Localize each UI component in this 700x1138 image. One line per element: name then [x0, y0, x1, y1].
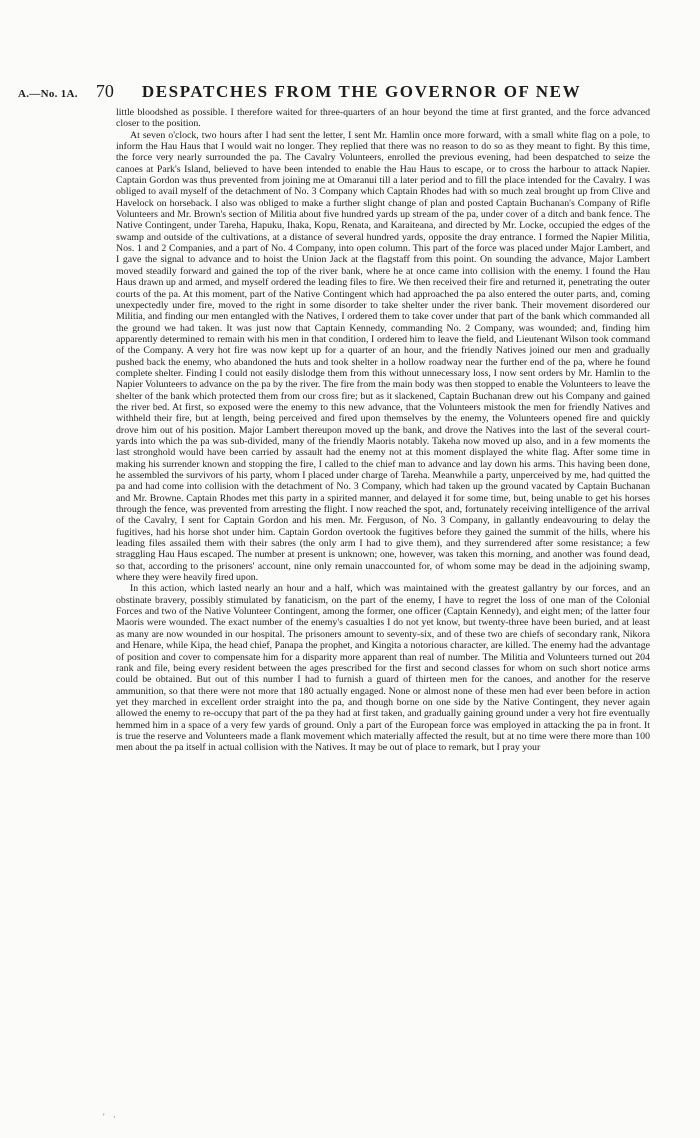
page-number: 70 — [95, 81, 114, 101]
despatch-body — [116, 107, 650, 1132]
footer-mark: ' · — [103, 1112, 119, 1122]
running-title: DESPATCHES FROM THE GOVERNOR OF NEW — [141, 82, 582, 101]
paragraph: little bloodshed as possible. I therefore waited for three-quarters of an hour beyond the time at first granted, and the force advanced closer to the position. — [116, 107, 650, 130]
paragraph: At seven o'clock, two hours after I had sent the letter, I sent Mr. Hamlin once more forward, with a small white flag on a pole, to inform the Hau Haus that I would wait no longer. They replied that there was no reason to do so as they meant to fight. By this time, the force very nearly surrounded the pa. The Cavalry Volunteers, enrolled the previous evening, had been despatched to seize the canoes at Park's Island, believed to have been intended to enable the Hau Haus to escape, or to cross the harbour to attack Napier. Captain Gordon was thus prevented from joining me at Omaranui till a later period and to fill the place intended for the Cavalry. I was obliged to avail myself of the detachment of No. 3 Company which Captain Rhodes had with so much zeal brought up from Clive and Havelock on horseback. I also was obliged to make a further slight change of plan and posted Captain Buchanan's Company of Rifle Volunteers and Mr. Brown's section of Militia about five hundred yards up stream of the pa, under cover of a ditch and bank fence. The Native Contingent, under Tareha, Hapuku, Ihaka, Kopu, Renata, and Karaiteana, and directed by Mr. Locke, occupied the edges of the swamp and outside of the cultivations, at a distance of several hundred yards, opposite the dray entrance. I formed the Napier Militia, Nos. 1 and 2 Companies, and a part of No. 4 Company, into open column. This part of the force was placed under Major Lambert, and I gave the signal to advance and to hoist the Union Jack at the flagstaff from this point. On sounding the advance, Major Lambert moved steadily forward and gained the top of the river bank, where he at once came into collision with the enemy. I found the Hau Haus drawn up and armed, and myself ordered the leading files to fire. We then received their fire and returned it, penetrating the outer courts of the pa. At this moment, part of the Native Contingent which had approached the pa also entered the outer parts, and, coming unexpectedly under fire, moved to the right in some disorder to take shelter under the river bank. Their movement disordered our Militia, and finding our men entangled with the Natives, I ordered them to take cover under that part of the bank which commanded all the ground we had taken. It was just now that Captain Kennedy, commanding No. 2 Company, was wounded; and, finding him apparently determined to remain with his men in that condition, I ordered him to leave the field, and Lieutenant Wilson took command of the Company. A very hot fire was now kept up for a quarter of an hour, and the friendly Natives joined our men and gradually pushed back the enemy, who abandoned the huts and took shelter in a hollow roadway near the further end of the pa, where he found complete shelter. Finding I could not easily dislodge them from this without unnecessary loss, I now sent orders by Mr. Hamlin to the Napier Volunteers to advance on the pa by the river. The fire from the main body was then stopped to enable the Volunteers to leave the shelter of the bank which protected them from our cross fire; but as it slackened, Captain Buchanan drew out his Company and gained the river bed. At first, so exposed were the enemy to this new advance, that the Volunteers mistook the men for friendly Natives and withheld their fire, but at length, being perceived and fired upon themselves by the enemy, the Volunteers opened fire and quickly drove him out of his position. Major Lambert thereupon moved up the bank, and drove the Natives into the last of the several court-yards into which the pa was sub-divided, many of the friendly Maoris notably. Takeha now moved up also, and in a few moments the last stronghold would have been carried by assault had the enemy not at this moment displayed the white flag. After some time in making his surrender known and stopping the fire, I called to the chief man to advance and lay down his arms. This having been done, he assembled the survivors of his party, whom I placed under charge of Tareha. Meanwhile a party, unperceived by me, had quitted the pa and had come into collision with the detachment of No. 3 Company, which had taken up the ground vacated by Captain Buchanan and Mr. Browne. Captain Rhodes met this party in a spirited manner, and delayed it for some time, but, being unable to get his horses through the fence, was prevented from arresting the flight. I now reached the spot, and, fortunately receiving intelligence of the arrival of the Cavalry, I sent for Captain Gordon and his men. Mr. Ferguson, of No. 3 Company, in gallantly endeavouring to delay the fugitives, had his horse shot under him. Captain Gordon overtook the fugitives before they gained the summit of the hills, where his leading files assailed them with their sabres (the only arm I had to give them), and they surrendered after some resistance; a few straggling Hau Haus escaped. The number at present is unknown; one, however, was taken this morning, and another was found dead, so that, according to the prisoners' account, nine only remain unaccounted for, of whom some may be dead in the adjoining swamp, where they were heavily fired upon. — [116, 129, 650, 584]
document-reference: A.—No. 1A. — [18, 88, 78, 100]
page-header — [18, 81, 682, 102]
paragraph: In this action, which lasted nearly an hour and a half, which was maintained with the greatest gallantry by our forces, and an obstinate bravery, possibly stimulated by fanaticism, on the part of the enemy, I have to regret the loss of one man of the Colonial Forces and two of the Native Volunteer Contingent, among the former, one officer (Captain Kennedy), and eight men; of the latter four Maoris were wounded. The exact number of the enemy's casualties I do not yet know, but twenty-three have been buried, and at least as many are now wounded in our hospital. The prisoners amount to seventy-six, and of these two are chiefs of secondary rank, Nikora and Henare, while Kipa, the head chief, Panapa the prophet, and Kingita a notorious character, are killed. The enemy had the advantage of position and cover to compensate him for a disparity more apparent than real of number. The Militia and Volunteers turned out 204 rank and file, being every resident between the ages prescribed for the first and second classes for whom on such short notice arms could be obtained. But out of this number I had to furnish a guard of thirteen men for the canoes, and another for the reserve ammunition, so that there were not more that 180 actually engaged. None or almost none of these men had ever been before in action yet they marched in excellent order straight into the pa, and though borne on one side by the Native Contingent, they never again allowed the enemy to re-occupy that part of the pa they had at first taken, and gradually gaining ground under a very hot fire eventually hemmed him in a space of a very few yards of ground. Only a part of the European force was employed in attacking the pa in front. It is true the reserve and Volunteers made a flank movement which materially affected the result, but at no time were there more than 100 men about the pa itself in actual collision with the Natives. It may be out of place to remark, but I pray your — [116, 583, 650, 754]
